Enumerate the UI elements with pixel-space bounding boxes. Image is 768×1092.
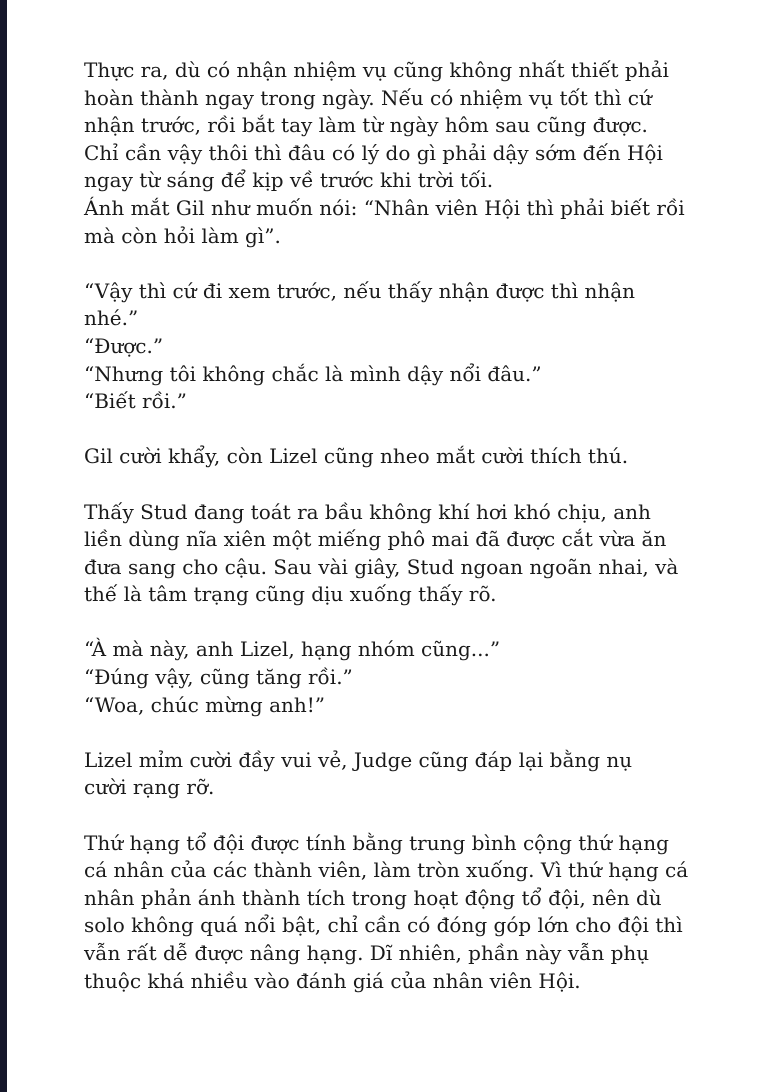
text-line: Chỉ cần vậy thôi thì đâu có lý do gì phải dậy sớm đến Hội: [84, 140, 663, 165]
paragraph-gap: [84, 471, 724, 499]
text-line: “Biết rồi.”: [84, 389, 187, 414]
paragraph: [84, 830, 724, 996]
text-line: Thấy Stud đang toát ra bầu không khí hơi khó chịu, anh: [84, 499, 651, 524]
text-line: “À mà này, anh Lizel, hạng nhóm cũng...”: [84, 637, 501, 662]
left-border: [0, 0, 7, 1092]
text-line: thế là tâm trạng cũng dịu xuống thấy rõ.: [84, 582, 497, 607]
text-line: “Vậy thì cứ đi xem trước, nếu thấy nhận được thì nhận: [84, 278, 636, 303]
text-line: solo không quá nổi bật, chỉ cần có đóng góp lớn cho đội thì: [84, 913, 683, 938]
paragraph-gap: [84, 802, 724, 830]
text-line: nhé.”: [84, 306, 139, 331]
text-body: [84, 57, 724, 995]
text-line: “Đúng vậy, cũng tăng rồi.”: [84, 665, 353, 690]
text-line: nhân phản ánh thành tích trong hoạt động tổ đội, nên dù: [84, 885, 662, 910]
paragraph-gap: [84, 609, 724, 637]
text-line: cười rạng rỡ.: [84, 775, 215, 800]
text-line: thuộc khá nhiều vào đánh giá của nhân viên Hội.: [84, 968, 581, 993]
text-line: “Woa, chúc mừng anh!”: [84, 692, 326, 717]
text-line: Thực ra, dù có nhận nhiệm vụ cũng không nhất thiết phải: [84, 58, 669, 82]
text-line: liền dùng nĩa xiên một miếng phô mai đã được cắt vừa ăn: [84, 527, 667, 552]
text-line: ngay từ sáng để kịp về trước khi trời tối.: [84, 168, 494, 193]
paragraph-gap: [84, 416, 724, 444]
paragraph-gap: [84, 250, 724, 278]
paragraph-gap: [84, 719, 724, 747]
text-line: Gil cười khẩy, còn Lizel cũng nheo mắt cười thích thú.: [84, 444, 629, 469]
text-line: hoàn thành ngay trong ngày. Nếu có nhiệm vụ tốt thì cứ: [84, 85, 652, 110]
text-line: cá nhân của các thành viên, làm tròn xuống. Vì thứ hạng cá: [84, 858, 689, 883]
text-line: mà còn hỏi làm gì”.: [84, 223, 281, 248]
paragraph: [84, 747, 724, 802]
paragraph: [84, 636, 724, 719]
text-line: Ánh mắt Gil như muốn nói: “Nhân viên Hội thì phải biết rồi: [84, 195, 685, 220]
text-line: đưa sang cho cậu. Sau vài giây, Stud ngoan ngoãn nhai, và: [84, 554, 679, 579]
paragraph: [84, 443, 724, 471]
text-line: “Nhưng tôi không chắc là mình dậy nổi đâu.”: [84, 361, 542, 386]
paragraph: [84, 57, 724, 250]
text-line: “Được.”: [84, 333, 164, 358]
text-line: Thứ hạng tổ đội được tính bằng trung bình cộng thứ hạng: [84, 830, 669, 855]
text-line: nhận trước, rồi bắt tay làm từ ngày hôm sau cũng được.: [84, 113, 648, 138]
paragraph: [84, 278, 724, 416]
text-line: Lizel mỉm cười đầy vui vẻ, Judge cũng đáp lại bằng nụ: [84, 747, 633, 772]
paragraph: [84, 499, 724, 609]
text-line: vẫn rất dễ được nâng hạng. Dĩ nhiên, phần này vẫn phụ: [84, 941, 650, 965]
